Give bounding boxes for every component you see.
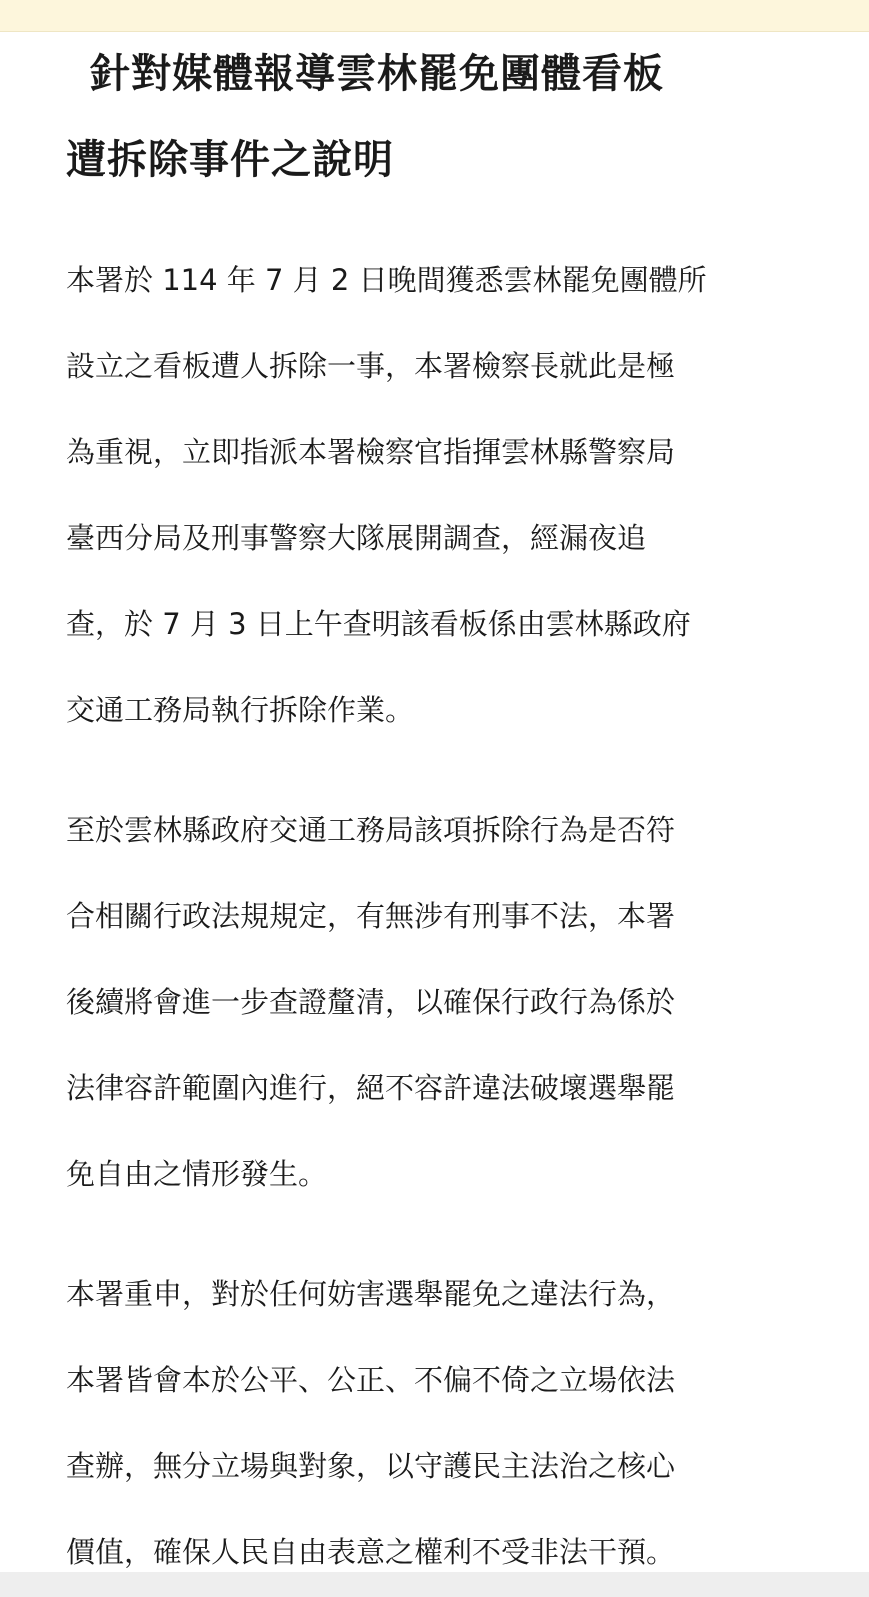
article-body <box>66 31 826 1595</box>
text-line: 價值，確保人民自由表意之權利不受非法干預。 <box>66 1535 676 1569</box>
paragraph-2 <box>66 787 826 1217</box>
text-line: 為重視，立即指派本署檢察官指揮雲林縣警察局 <box>66 435 676 469</box>
text-line: 臺西分局及刑事警察大隊展開調查，經漏夜追 <box>66 521 647 555</box>
bottom-bar <box>0 1572 869 1597</box>
text-line: 查辦，無分立場與對象，以守護民主法治之核心 <box>66 1449 676 1483</box>
title-line: 遭拆除事件之說明 <box>66 137 394 183</box>
text-line: 查，於 7 月 3 日上午查明該看板係由雲林縣政府 <box>66 607 691 641</box>
text-line: 交通工務局執行拆除作業。 <box>66 693 415 727</box>
text-line: 本署皆會本於公平、公正、不偏不倚之立場依法 <box>66 1363 676 1397</box>
paragraph-3 <box>66 1251 826 1595</box>
text-line: 合相關行政法規規定，有無涉有刑事不法，本署 <box>66 899 676 933</box>
paragraph-1 <box>66 237 826 753</box>
text-line: 法律容許範圍內進行，絕不容許違法破壞選舉罷 <box>66 1071 676 1105</box>
text-line: 後續將會進一步查證釐清，以確保行政行為係於 <box>66 985 676 1019</box>
text-line: 免自由之情形發生。 <box>66 1157 328 1191</box>
article-title <box>66 31 826 203</box>
text-line: 設立之看板遭人拆除一事，本署檢察長就此是極 <box>66 349 676 383</box>
text-line: 至於雲林縣政府交通工務局該項拆除行為是否符 <box>66 813 676 847</box>
text-line: 本署於 114 年 7 月 2 日晚間獲悉雲林罷免團體所 <box>66 263 707 297</box>
text-line: 本署重申，對於任何妨害選舉罷免之違法行為， <box>66 1277 676 1311</box>
title-line: 針對媒體報導雲林罷免團體看板 <box>90 51 664 97</box>
top-banner <box>0 0 869 32</box>
